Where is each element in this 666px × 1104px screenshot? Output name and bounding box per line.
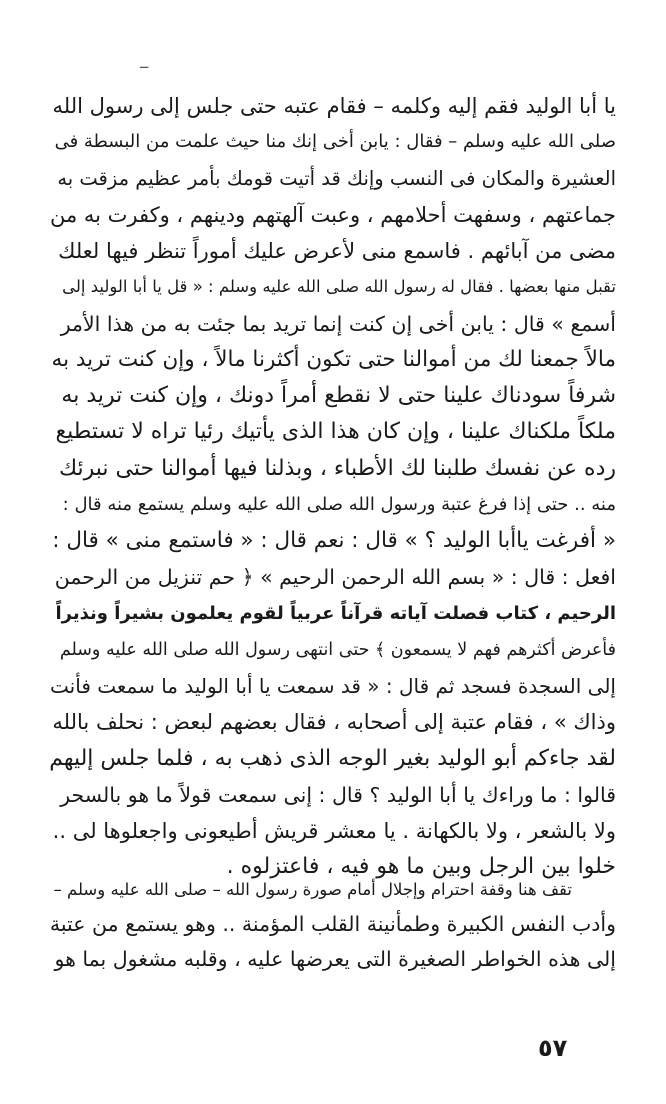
- text-line: قالوا : ما وراءك يا أبا الوليد ؟ قال : إنى سمعت قولاً ما هو بالسحر: [60, 782, 616, 807]
- text-line: مالاً جمعنا لك من أموالنا حتى تكون أكثرنا مالاً ، وإن كنت تريد به: [51, 346, 616, 372]
- page-number: ٥٧: [538, 1034, 568, 1062]
- text-line: يا أبا الوليد فقم إليه وكلمه – فقام عتبه حتى جلس إلى رسول الله: [52, 94, 616, 118]
- text-line: مضى من آبائهم . فاسمع منى لأعرض عليك أموراً تنظر فيها لعلك: [58, 239, 616, 263]
- text-line: إلى السجدة فسجد ثم قال : « قد سمعت يا أبا الوليد ما سمعت فأنت: [50, 674, 616, 698]
- text-line: إلى هذه الخواطر الصغيرة التى يعرضها عليه ، وقلبه مشغول بما هو: [54, 947, 616, 971]
- text-line: ولا بالشعر ، ولا بالكهانة . يا معشر قريش أطيعونى واجعلوها لى ..: [52, 819, 616, 843]
- text-line: خلوا بين الرجل وبين ما هو فيه ، فاعتزلوه .: [226, 854, 616, 880]
- text-line: وذاك » ، فقام عتبة إلى أصحابه ، فقال بعضهم لبعض : نحلف بالله: [52, 710, 616, 735]
- text-line: صلى الله عليه وسلم – فقال : يابن أخى إنك منا حيث علمت من البسطة فى: [54, 131, 616, 153]
- text-line: تقبل منها بعضها . فقال له رسول الله صلى الله عليه وسلم : « قل يا أبا الوليد إلى: [62, 277, 616, 297]
- text-line: منه .. حتى إذا فرغ عتبة ورسول الله صلى الله عليه وسلم يستمع منه قال :: [62, 493, 616, 515]
- text-line: أسمع » قال : يابن أخى إن كنت إنما تريد بما جئت به من هذا الأمر: [60, 311, 616, 336]
- paragraph-2: [48, 872, 616, 977]
- text-line: تقف هنا وقفة احترام وإجلال أمام صورة رسول الله – صلى الله عليه وسلم –: [53, 880, 572, 899]
- text-line: رده عن نفسك طلبنا لك الأطباء ، وبذلنا فيها أموالنا حتى نبرئك: [58, 455, 616, 481]
- text-line: الرحيم ، كتاب فصلت آياته قرآناً عربياً لقوم يعلمون بشيراً ونذيراً: [55, 602, 616, 624]
- text-line: شرفاً سودناك علينا حتى لا نقطع أمراً دونك ، وإن كنت تريد به: [61, 383, 616, 408]
- text-line: جماعتهم ، وسفهت أحلامهم ، وعبت آلهتهم ودينهم ، وكفرت به من: [49, 202, 616, 227]
- text-line: وأدب النفس الكبيرة وطمأنينة القلب المؤمنة .. وهو يستمع من عتبة: [49, 912, 616, 936]
- paragraph-1: [48, 88, 616, 886]
- text-line: فأعرض أكثرهم فهم لا يسمعون ﴾ حتى انتهى رسول الله صلى الله عليه وسلم: [59, 639, 616, 660]
- text-line: افعل : قال : « بسم الله الرحمن الرحيم » ﴿ حم تنزيل من الرحمن: [54, 565, 616, 590]
- text-line: العشيرة والمكان فى النسب وإنك قد أتيت قومك بأمر عظيم مزقت به: [57, 166, 616, 190]
- text-line: « أفرغت ياأبا الوليد ؟ » قال : نعم قال : « فاستمع منى » قال :: [52, 528, 616, 553]
- corner-mark: ــ: [140, 56, 149, 72]
- text-line: لقد جاءكم أبو الوليد بغير الوجه الذى ذهب به ، فلما جلس إليهم: [49, 745, 616, 771]
- text-line: ملكاً ملكناك علينا ، وإن كان هذا الذى يأتيك رئيا تراه لا تستطيع: [55, 419, 616, 445]
